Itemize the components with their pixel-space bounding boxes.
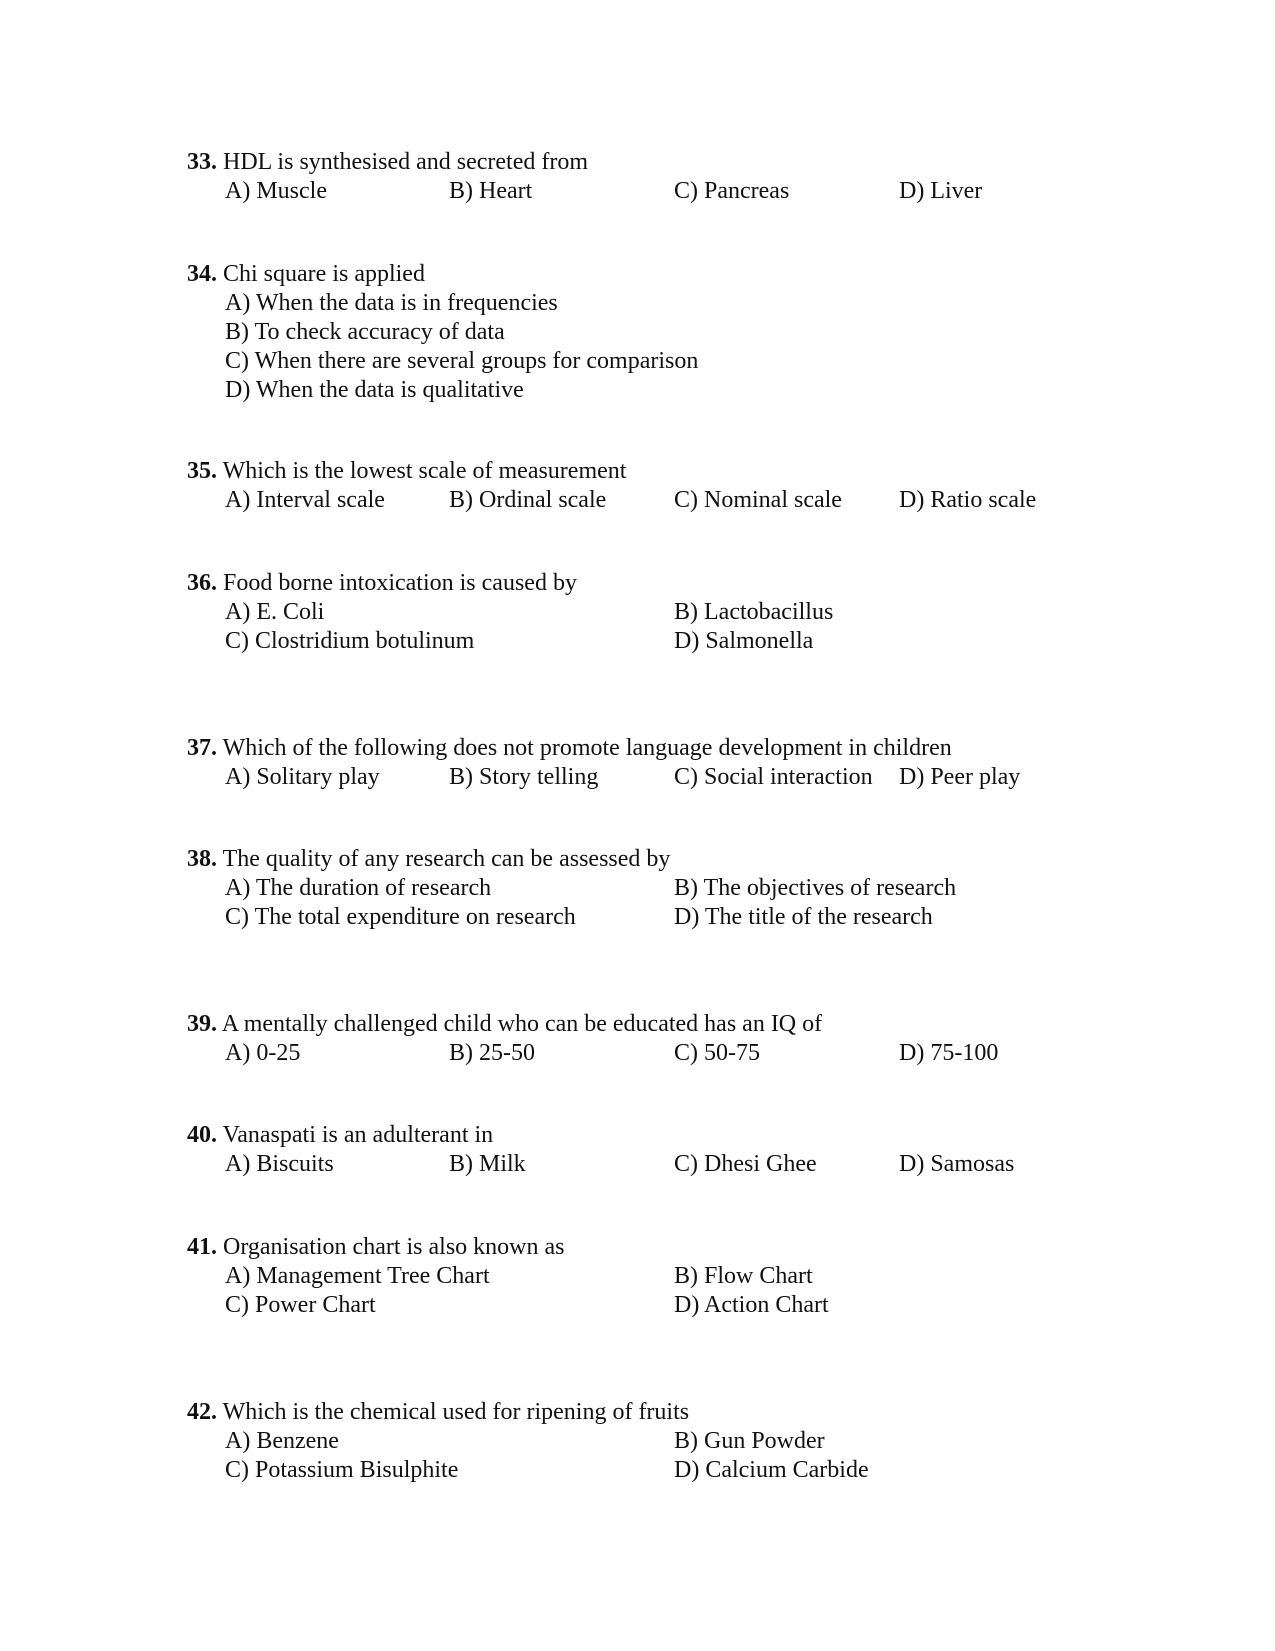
option-a: A) Biscuits <box>225 1151 334 1177</box>
option-d: D) Ratio scale <box>899 487 1037 513</box>
question-text: Vanaspati is an adulterant in <box>222 1122 494 1148</box>
option-d: D) Calcium Carbide <box>674 1457 869 1483</box>
question-number: 33. <box>187 149 217 175</box>
question-number: 42. <box>187 1399 217 1425</box>
option-a: A) Management Tree Chart <box>225 1263 490 1289</box>
question-text: The quality of any research can be assessed by <box>222 846 671 872</box>
option-a: A) 0-25 <box>225 1040 301 1066</box>
question-text: Food borne intoxication is caused by <box>223 570 577 596</box>
option-a: A) Benzene <box>225 1428 339 1454</box>
question-stem <box>187 1121 493 1149</box>
option-d: D) Salmonella <box>674 628 814 654</box>
option-d: D) The title of the research <box>674 904 933 930</box>
option-c: C) When there are several groups for comparison <box>225 348 699 374</box>
option-c: C) The total expenditure on research <box>225 904 576 930</box>
option-c: C) Social interaction <box>674 764 873 790</box>
option-b: B) 25-50 <box>449 1040 535 1066</box>
option-a: A) The duration of research <box>225 875 492 901</box>
option-d: D) When the data is qualitative <box>225 377 524 403</box>
option-d: D) Samosas <box>899 1151 1015 1177</box>
question-stem <box>187 569 577 597</box>
option-a: A) Interval scale <box>225 487 385 513</box>
option-c: C) Pancreas <box>674 178 790 204</box>
option-c: C) Nominal scale <box>674 487 842 513</box>
question-stem <box>187 148 588 176</box>
option-a: A) When the data is in frequencies <box>225 290 558 316</box>
question-number: 38. <box>187 846 217 872</box>
option-a: A) E. Coli <box>225 599 325 625</box>
option-b: B) Milk <box>449 1151 526 1177</box>
question-text: Which is the chemical used for ripening of fruits <box>222 1399 690 1425</box>
question-number: 36. <box>187 570 217 596</box>
question-stem <box>187 1398 689 1426</box>
question-stem <box>187 1010 822 1038</box>
question-text: Which of the following does not promote language development in children <box>222 735 952 761</box>
option-c: C) 50-75 <box>674 1040 760 1066</box>
option-a: A) Muscle <box>225 178 327 204</box>
option-c: C) Clostridium botulinum <box>225 628 475 654</box>
question-stem <box>187 457 626 485</box>
question-number: 40. <box>187 1122 217 1148</box>
question-number: 37. <box>187 735 217 761</box>
option-b: B) Lactobacillus <box>674 599 834 625</box>
option-d: D) Peer play <box>899 764 1021 790</box>
option-c: C) Potassium Bisulphite <box>225 1457 459 1483</box>
option-d: D) Action Chart <box>674 1292 829 1318</box>
question-text: A mentally challenged child who can be educated has an IQ of <box>221 1011 823 1037</box>
question-stem <box>187 845 670 873</box>
option-a: A) Solitary play <box>225 764 380 790</box>
option-b: B) Flow Chart <box>674 1263 813 1289</box>
option-b: B) Story telling <box>449 764 599 790</box>
question-number: 34. <box>187 261 217 287</box>
question-text: Which is the lowest scale of measurement <box>222 458 627 484</box>
option-c: C) Dhesi Ghee <box>674 1151 817 1177</box>
option-b: B) The objectives of research <box>674 875 957 901</box>
question-stem <box>187 734 952 762</box>
option-b: B) To check accuracy of data <box>225 319 505 345</box>
question-number: 41. <box>187 1234 217 1260</box>
question-text: HDL is synthesised and secreted from <box>223 149 589 175</box>
question-stem <box>187 1233 565 1261</box>
question-number: 39. <box>187 1011 217 1037</box>
option-b: B) Ordinal scale <box>449 487 607 513</box>
option-b: B) Heart <box>449 178 533 204</box>
question-text: Chi square is applied <box>223 261 425 287</box>
question-stem <box>187 260 425 288</box>
question-text: Organisation chart is also known as <box>223 1234 565 1260</box>
option-b: B) Gun Powder <box>674 1428 825 1454</box>
option-c: C) Power Chart <box>225 1292 376 1318</box>
option-d: D) Liver <box>899 178 983 204</box>
option-d: D) 75-100 <box>899 1040 999 1066</box>
question-number: 35. <box>187 458 217 484</box>
